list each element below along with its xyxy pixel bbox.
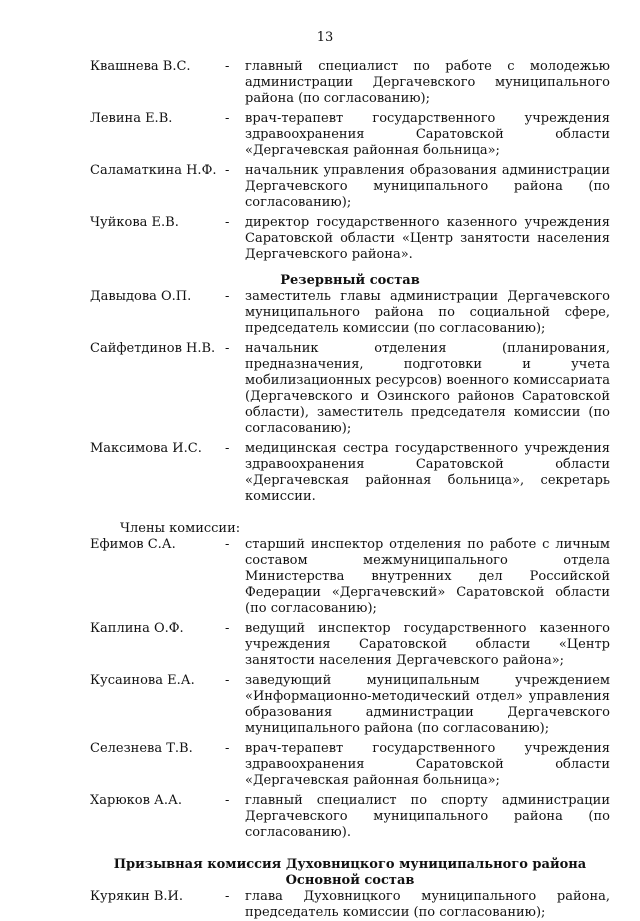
- person-row: [90, 441, 610, 505]
- person-row: [90, 741, 610, 789]
- person-name: Кусаинова Е.А.: [90, 673, 195, 688]
- person-name: Каплина О.Ф.: [90, 621, 184, 636]
- person-name: Ефимов С.А.: [90, 537, 176, 552]
- dash-separator: -: [225, 889, 230, 904]
- person-row: [90, 889, 610, 921]
- page-number: 13: [316, 30, 334, 45]
- person-name: Давыдова О.П.: [90, 289, 192, 304]
- person-name: Селезнева Т.В.: [90, 741, 193, 756]
- dash-separator: -: [225, 673, 230, 688]
- person-role: глава Духовницкого муниципального района, председатель комиссии (по согласованию);: [245, 889, 610, 920]
- members-list: [90, 537, 610, 841]
- person-row: [90, 673, 610, 737]
- person-name: Левина Е.В.: [90, 111, 173, 126]
- members-label: Члены комиссии:: [120, 521, 241, 536]
- person-row: [90, 163, 610, 211]
- person-name: Максимова И.С.: [90, 441, 202, 456]
- dash-separator: -: [225, 341, 230, 356]
- person-row: [90, 537, 610, 617]
- dash-separator: -: [225, 621, 230, 636]
- person-name: Саламаткина Н.Ф.: [90, 163, 217, 178]
- person-role: врач-терапевт государственного учреждения здравоохранения Саратовской области «Дергачевская районная больница»;: [245, 741, 610, 788]
- person-name: Чуйкова Е.В.: [90, 215, 179, 230]
- commission-list-section1: [90, 59, 610, 263]
- person-role: начальник управления образования администрации Дергачевского муниципального района (по согласованию);: [245, 163, 610, 210]
- reserve-list: [90, 289, 610, 505]
- person-role: директор государственного казенного учреждения Саратовской области «Центр занятости населения Дергачевского района».: [245, 215, 610, 262]
- person-role: старший инспектор отделения по работе с личным составом межмуниципального отдела Министерства внутренних дел Российской Федерации «Дергачевский» Саратовской области (по согласованию);: [245, 537, 610, 616]
- dash-separator: -: [225, 537, 230, 552]
- person-row: [90, 621, 610, 669]
- person-row: [90, 59, 610, 107]
- person-role: главный специалист по работе с молодежью администрации Дергачевского муниципального района (по согласованию);: [245, 59, 610, 106]
- person-name: Сайфетдинов Н.В.: [90, 341, 216, 356]
- reserve-heading: Резервный состав: [280, 273, 420, 288]
- dash-separator: -: [225, 111, 230, 126]
- person-row: [90, 289, 610, 337]
- person-row: [90, 793, 610, 841]
- main-list: [90, 889, 610, 921]
- person-role: главный специалист по спорту администрации Дергачевского муниципального района (по согласованию).: [245, 793, 610, 840]
- main-heading: Основной состав: [285, 873, 415, 888]
- dash-separator: -: [225, 215, 230, 230]
- person-role: ведущий инспектор государственного казенного учреждения Саратовской области «Центр занятости населения Дергачевского района»;: [245, 621, 610, 668]
- commission-heading: Призывная комиссия Духовницкого муниципального района: [113, 857, 587, 872]
- dash-separator: -: [225, 441, 230, 456]
- dash-separator: -: [225, 741, 230, 756]
- person-role: заместитель главы администрации Дергачевского муниципального района по социальной сфере, председатель комиссии (по согласованию);: [245, 289, 610, 336]
- dash-separator: -: [225, 793, 230, 808]
- dash-separator: -: [225, 163, 230, 178]
- dash-separator: -: [225, 59, 230, 74]
- person-name: Квашнева В.С.: [90, 59, 191, 74]
- person-role: медицинская сестра государственного учреждения здравоохранения Саратовской области «Дергачевская районная больница», секретарь комиссии.: [245, 441, 610, 504]
- person-row: [90, 215, 610, 263]
- person-name: Курякин В.И.: [90, 889, 183, 904]
- person-name: Харюков А.А.: [90, 793, 183, 808]
- person-row: [90, 341, 610, 437]
- person-role: врач-терапевт государственного учреждения здравоохранения Саратовской области «Дергачевская районная больница»;: [245, 111, 610, 158]
- person-row: [90, 111, 610, 159]
- person-role: заведующий муниципальным учреждением «Информационно-методический отдел» управления образования администрации Дергачевского муниципального района (по согласованию);: [245, 673, 610, 736]
- person-role: начальник отделения (планирования, предназначения, подготовки и учета мобилизационных ресурсов) военного комиссариата (Дергачевского и Озинского районов Саратовской области), заместитель председателя комиссии (по согласованию);: [245, 341, 610, 436]
- dash-separator: -: [225, 289, 230, 304]
